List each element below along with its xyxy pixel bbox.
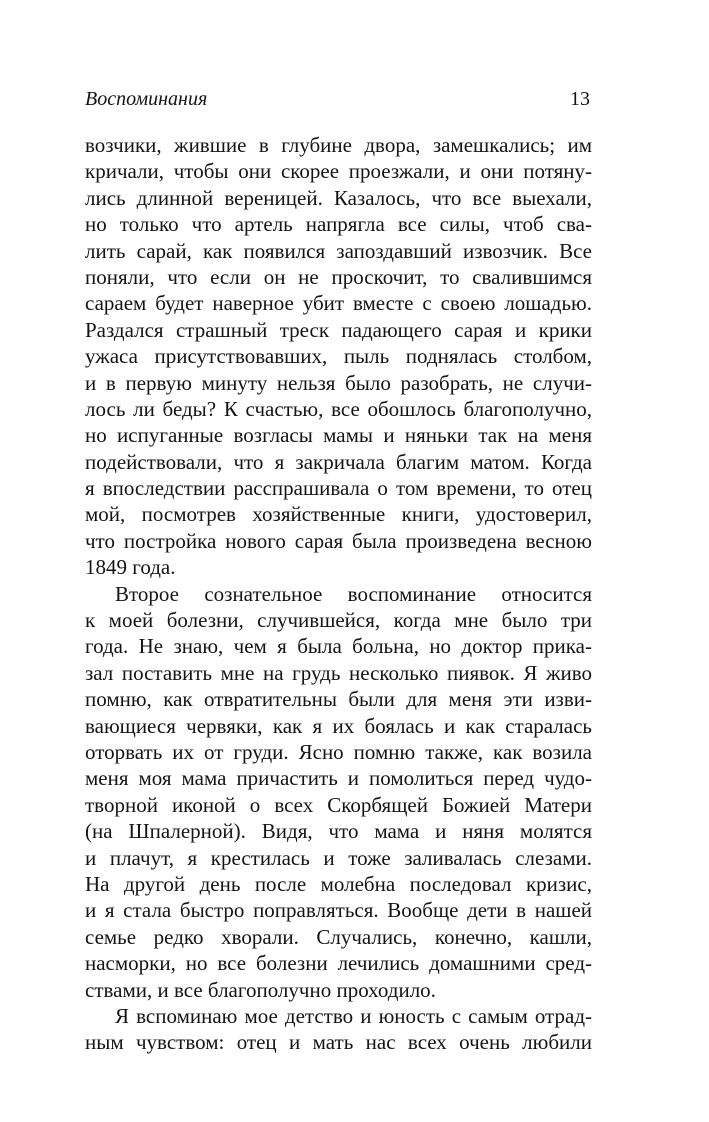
text-line: сараем будет наверное убит вместе с своею лошадью. [85,291,592,316]
text-line: ужаса присутствовавших, пыль поднялась столбом, [85,344,592,369]
text-line: я впоследствии расспрашивала о том времени, то отец [85,476,592,501]
page-number: 13 [570,88,590,110]
text-line: На другой день после молебна последовал кризис, [85,871,592,896]
text-line: но испуганные возгласы мамы и няньки так на меня [85,423,592,448]
text-line: оторвать их от груди. Ясно помню также, как возила [85,739,592,764]
text-line: ным чувством: отец и мать нас всех очень любили [85,1030,592,1055]
text-line: и в первую минуту нельзя было разобрать, не случи- [85,370,592,395]
text-line: помню, как отвратительны были для меня эти изви- [85,687,592,712]
text-line: но только что артель напрягла все силы, чтоб сва- [85,212,592,237]
text-line: мой, посмотрев хозяйственные книги, удостоверил, [85,502,592,527]
text-line: (на Шпалерной). Видя, что мама и няня молятся [85,819,592,844]
text-line: года. Не знаю, чем я была больна, но доктор прика- [85,634,592,659]
text-line: поняли, что если он не проскочит, то свалившимся [85,264,592,289]
text-line: ствами, и все благополучно проходило. [85,977,436,1002]
text-line: подействовали, что я закричала благим матом. Когда [85,449,592,474]
text-line: Я вспоминаю мое детство и юность с самым отрад- [115,1003,592,1028]
text-line: творной иконой о всех Скорбящей Божией Матери [85,792,592,817]
text-line: Раздался страшный треск падающего сарая и крики [85,317,592,342]
running-title: Воспоминания [85,88,208,110]
text-line: насморки, но все болезни лечились домашними сред- [85,951,592,976]
text-line: и я стала быстро поправляться. Вообще дети в нашей [85,898,592,923]
text-line: меня моя мама причастить и помолиться перед чудо- [85,766,592,791]
text-line: 1849 года. [85,555,176,580]
running-header [85,80,592,112]
text-line: зал поставить мне на грудь несколько пиявок. Я живо [85,660,592,685]
text-line: и плачут, я крестилась и тоже заливалась слезами. [85,845,592,870]
text-line: возчики, жившие в глубине двора, замешкались; им [85,133,592,157]
text-line: вающиеся червяки, как я их боялась и как старалась [85,713,592,738]
book-page [85,80,592,1055]
text-line: лить сарай, как появился запоздавший извозчик. Все [85,238,592,263]
text-line: семье редко хворали. Случались, конечно, кашли, [85,924,592,949]
text-line: кричали, чтобы они скорее проезжали, и они потяну- [85,159,592,184]
text-line: к моей болезни, случившейся, когда мне было три [85,608,592,633]
text-line: Второе сознательное воспоминание относится [115,581,592,606]
text-line: лось ли беды? К счастью, все обошлось благополучно, [85,396,592,421]
body-text [85,132,592,1056]
text-line: лись длинной вереницей. Казалось, что все выехали, [85,185,592,210]
text-line: что постройка нового сарая была произведена весною [85,528,592,553]
